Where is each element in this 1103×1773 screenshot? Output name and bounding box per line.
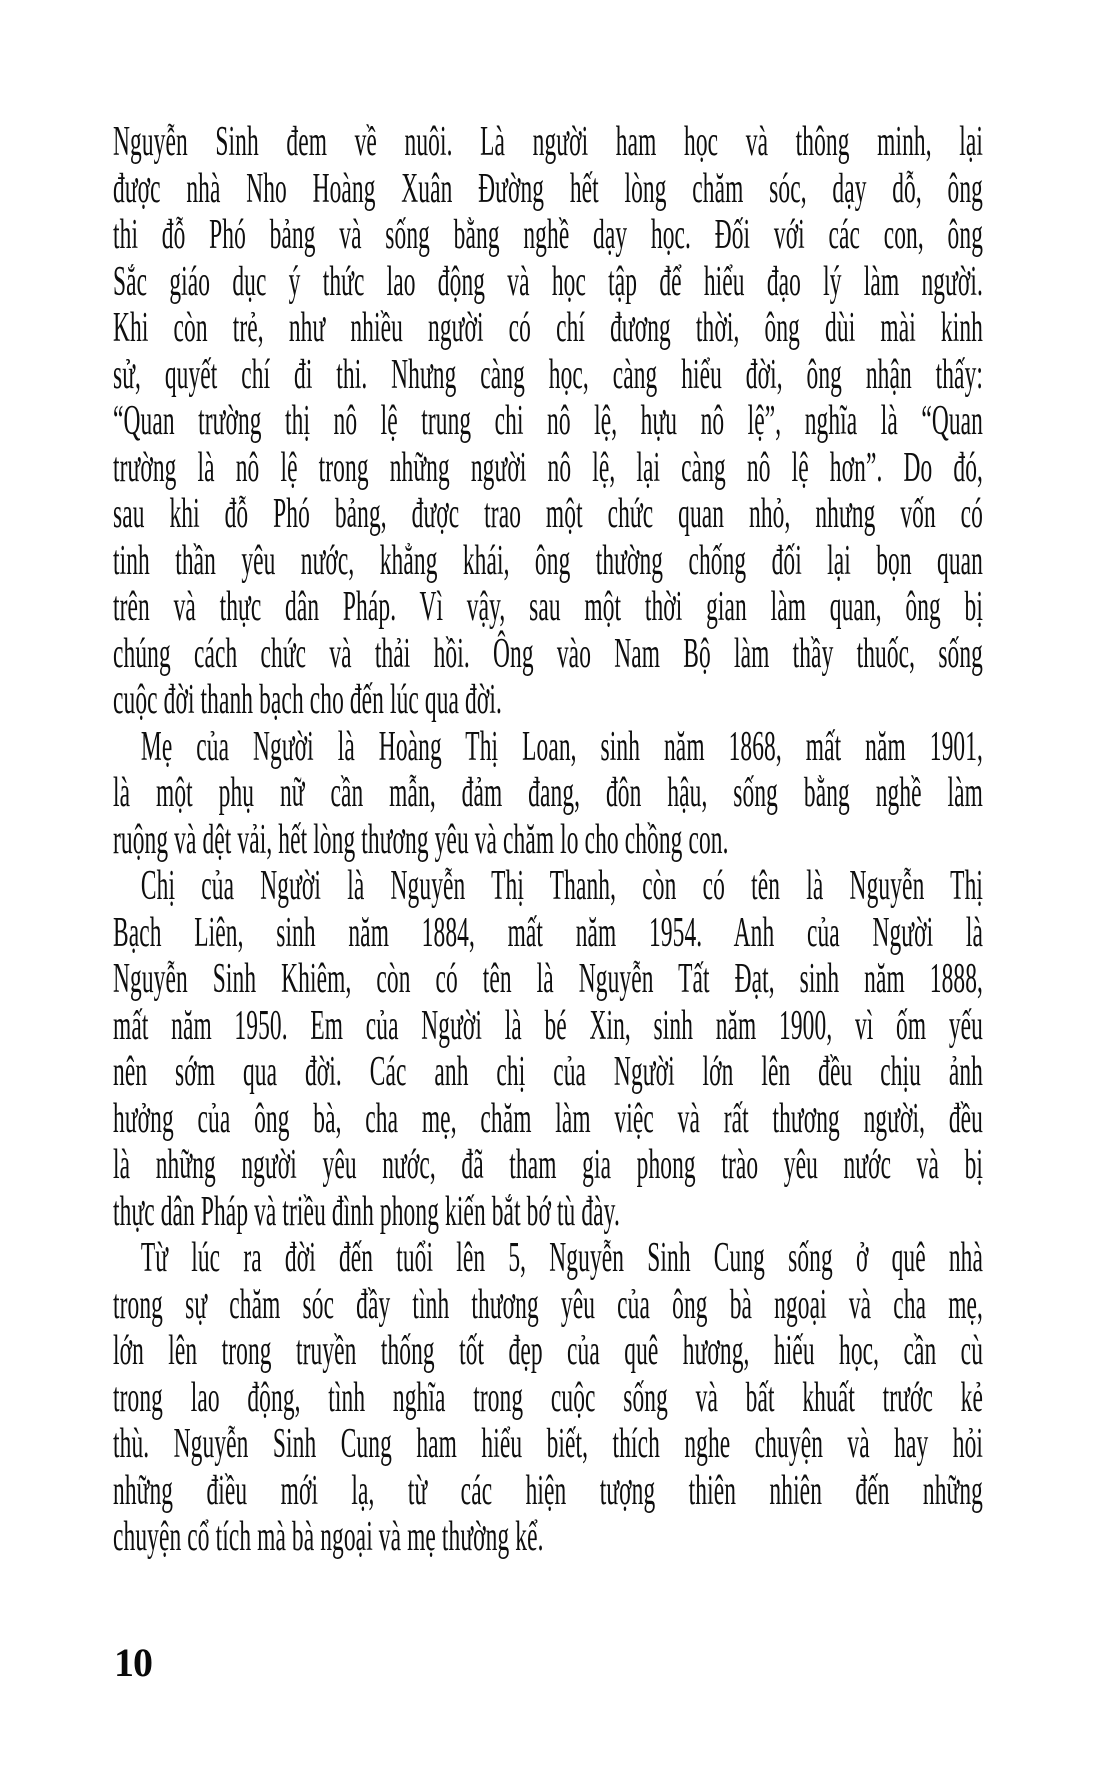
text-line: trong lao động, tình nghĩa trong cuộc sống và bất khuất trước kẻ — [113, 1374, 984, 1421]
text-line: Mẹ của Người là Hoàng Thị Loan, sinh năm 1868, mất năm 1901, — [140, 723, 984, 770]
text-line: “Quan trường thị nô lệ trung chi nô lệ, hựu nô lệ”, nghĩa là “Quan — [113, 398, 984, 444]
text-line: trong sự chăm sóc đầy tình thương yêu của ông bà ngoại và cha mẹ, — [113, 1281, 984, 1328]
text-line: thi đỗ Phó bảng và sống bằng nghề dạy học. Đối với các con, ông — [113, 212, 984, 258]
text-line: thù. Nguyễn Sinh Cung ham hiểu biết, thích nghe chuyện và hay hỏi — [113, 1421, 984, 1467]
text-line: là những người yêu nước, đã tham gia phong trào yêu nước và bị — [113, 1142, 984, 1188]
text-line: cuộc đời thanh bạch cho đến lúc qua đời. — [113, 677, 502, 723]
text-line: thực dân Pháp và triều đình phong kiến bắt bớ tù đày. — [113, 1188, 620, 1235]
text-line: hưởng của ông bà, cha mẹ, chăm làm việc và rất thương người, đều — [113, 1095, 984, 1142]
text-line: sau khi đỗ Phó bảng, được trao một chức quan nhỏ, nhưng vốn có — [113, 491, 984, 537]
paragraph — [113, 119, 983, 724]
text-line: được nhà Nho Hoàng Xuân Đường hết lòng chăm sóc, dạy dỗ, ông — [113, 165, 984, 212]
text-line: Khi còn trẻ, như nhiều người có chí đương thời, ông dùi mài kinh — [113, 305, 984, 351]
text-line: Từ lúc ra đời đến tuổi lên 5, Nguyễn Sinh Cung sống ở quê nhà — [140, 1235, 984, 1281]
text-line: ruộng và dệt vải, hết lòng thương yêu và chăm lo cho chồng con. — [113, 816, 729, 863]
body-text — [113, 119, 983, 1561]
text-line: nên sớm qua đời. Các anh chị của Người lớn lên đều chịu ảnh — [113, 1049, 984, 1095]
paragraph — [113, 863, 983, 1235]
text-line: trên và thực dân Pháp. Vì vậy, sau một thời gian làm quan, ông bị — [113, 584, 984, 630]
page-number: 10 — [114, 1640, 152, 1685]
text-line: trường là nô lệ trong những người nô lệ, lại càng nô lệ hơn”. Do đó, — [113, 444, 984, 491]
text-line: mất năm 1950. Em của Người là bé Xin, sinh năm 1900, vì ốm yếu — [113, 1002, 984, 1049]
text-line: sử, quyết chí đi thi. Nhưng càng học, càng hiểu đời, ông nhận thấy: — [113, 351, 984, 398]
text-line: chúng cách chức và thải hồi. Ông vào Nam Bộ làm thầy thuốc, sống — [113, 630, 984, 677]
text-line: Nguyễn Sinh đem về nuôi. Là người ham học và thông minh, lại — [113, 119, 984, 165]
paragraph — [113, 724, 983, 864]
text-line: là một phụ nữ cần mẫn, đảm đang, đôn hậu, sống bằng nghề làm — [113, 770, 984, 816]
text-line: Nguyễn Sinh Khiêm, còn có tên là Nguyễn Tất Đạt, sinh năm 1888, — [113, 956, 984, 1002]
text-line: những điều mới lạ, từ các hiện tượng thiên nhiên đến những — [113, 1467, 984, 1514]
text-line: Bạch Liên, sinh năm 1884, mất năm 1954. Anh của Người là — [113, 909, 984, 956]
text-line: tinh thần yêu nước, khẳng khái, ông thường chống đối lại bọn quan — [113, 537, 984, 584]
text-line: chuyện cổ tích mà bà ngoại và mẹ thường kể. — [113, 1514, 544, 1560]
text-line: lớn lên trong truyền thống tốt đẹp của quê hương, hiếu học, cần cù — [113, 1328, 984, 1374]
text-line: Chị của Người là Nguyễn Thị Thanh, còn có tên là Nguyễn Thị — [140, 863, 984, 909]
paragraph — [113, 1235, 983, 1561]
text-line: Sắc giáo dục ý thức lao động và học tập để hiểu đạo lý làm người. — [113, 258, 984, 305]
